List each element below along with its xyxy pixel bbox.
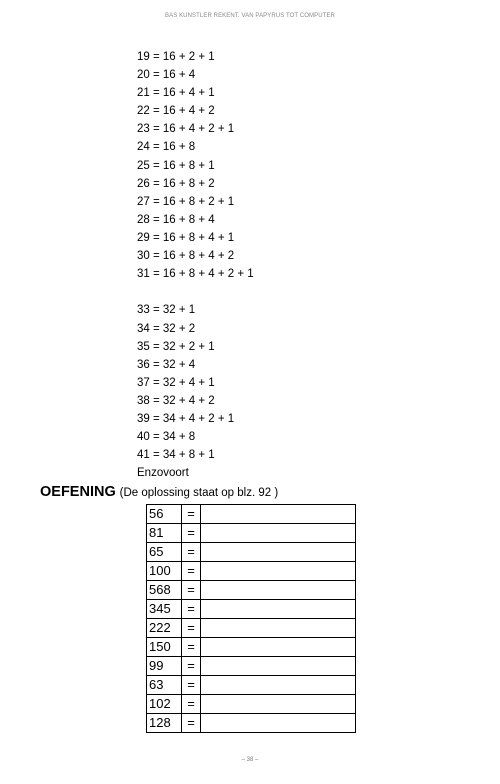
table-row [147,619,356,638]
answer-cell[interactable] [201,638,356,657]
equals-cell: = [182,657,201,676]
table-row [147,505,356,524]
list-item: 34 = 32 + 2 [137,322,196,335]
number-cell: 222 [147,619,182,638]
table-row [147,562,356,581]
answer-cell[interactable] [201,562,356,581]
exercise-note: (De oplossing staat op blz. 92 ) [119,487,279,499]
list-item: 39 = 34 + 4 + 2 + 1 [137,412,235,425]
running-header: BAS KUNSTLER REKENT. VAN PAPYRUS TOT COMPUTER [165,13,335,19]
number-cell: 63 [147,676,182,695]
equals-cell: = [182,638,201,657]
answer-cell[interactable] [201,619,356,638]
list-item: 24 = 16 + 8 [137,141,196,154]
table-row [147,543,356,562]
number-cell: 99 [147,657,182,676]
list-item: 33 = 32 + 1 [137,304,196,317]
list-item: 40 = 34 + 8 [137,431,196,444]
decomposition-list [137,48,254,482]
number-cell: 102 [147,695,182,714]
table-row [147,714,356,733]
table-row [147,600,356,619]
number-cell: 65 [147,543,182,562]
number-cell: 568 [147,581,182,600]
answer-cell[interactable] [201,657,356,676]
list-item: 29 = 16 + 8 + 4 + 1 [137,231,235,244]
list-item: 19 = 16 + 2 + 1 [137,51,215,63]
number-cell: 345 [147,600,182,619]
equals-cell: = [182,524,201,543]
equals-cell: = [182,543,201,562]
list-item: 28 = 16 + 8 + 4 [137,213,215,226]
exercise-title: OEFENING [40,484,116,500]
answer-cell[interactable] [201,714,356,733]
equals-cell: = [182,695,201,714]
answer-cell[interactable] [201,695,356,714]
list-item: 25 = 16 + 8 + 1 [137,159,215,172]
list-item: 30 = 16 + 8 + 4 + 2 [137,250,235,263]
equals-cell: = [182,562,201,581]
exercise-table [146,504,356,733]
table-row [147,676,356,695]
page-number: – 38 – [241,757,259,763]
answer-cell[interactable] [201,524,356,543]
exercise-heading [40,483,278,500]
number-cell: 56 [147,505,182,524]
number-cell: 128 [147,714,182,733]
list-item-enzovoort: Enzovoort [137,467,189,480]
list-item: 23 = 16 + 4 + 2 + 1 [137,123,235,136]
list-item: 41 = 34 + 8 + 1 [137,449,215,462]
list-item: 37 = 32 + 4 + 1 [137,376,215,389]
equals-cell: = [182,714,201,733]
list-item: 20 = 16 + 4 [137,69,196,82]
number-cell: 100 [147,562,182,581]
table-row [147,581,356,600]
list-item: 38 = 32 + 4 + 2 [137,394,215,407]
answer-cell[interactable] [201,543,356,562]
spacer [137,283,254,301]
list-item: 31 = 16 + 8 + 4 + 2 + 1 [137,268,254,281]
list-item: 21 = 16 + 4 + 1 [137,87,215,100]
list-item: 27 = 16 + 8 + 2 + 1 [137,195,235,208]
equals-cell: = [182,600,201,619]
equals-cell: = [182,505,201,524]
answer-cell[interactable] [201,505,356,524]
answer-cell[interactable] [201,600,356,619]
answer-cell[interactable] [201,676,356,695]
equals-cell: = [182,619,201,638]
list-item: 26 = 16 + 8 + 2 [137,177,215,190]
answer-cell[interactable] [201,581,356,600]
table-row [147,657,356,676]
equals-cell: = [182,581,201,600]
table-row [147,695,356,714]
number-cell: 150 [147,638,182,657]
number-cell: 81 [147,524,182,543]
table-row [147,524,356,543]
list-item: 36 = 32 + 4 [137,358,196,371]
equals-cell: = [182,676,201,695]
list-item: 35 = 32 + 2 + 1 [137,340,215,353]
list-item: 22 = 16 + 4 + 2 [137,105,215,118]
table-row [147,638,356,657]
